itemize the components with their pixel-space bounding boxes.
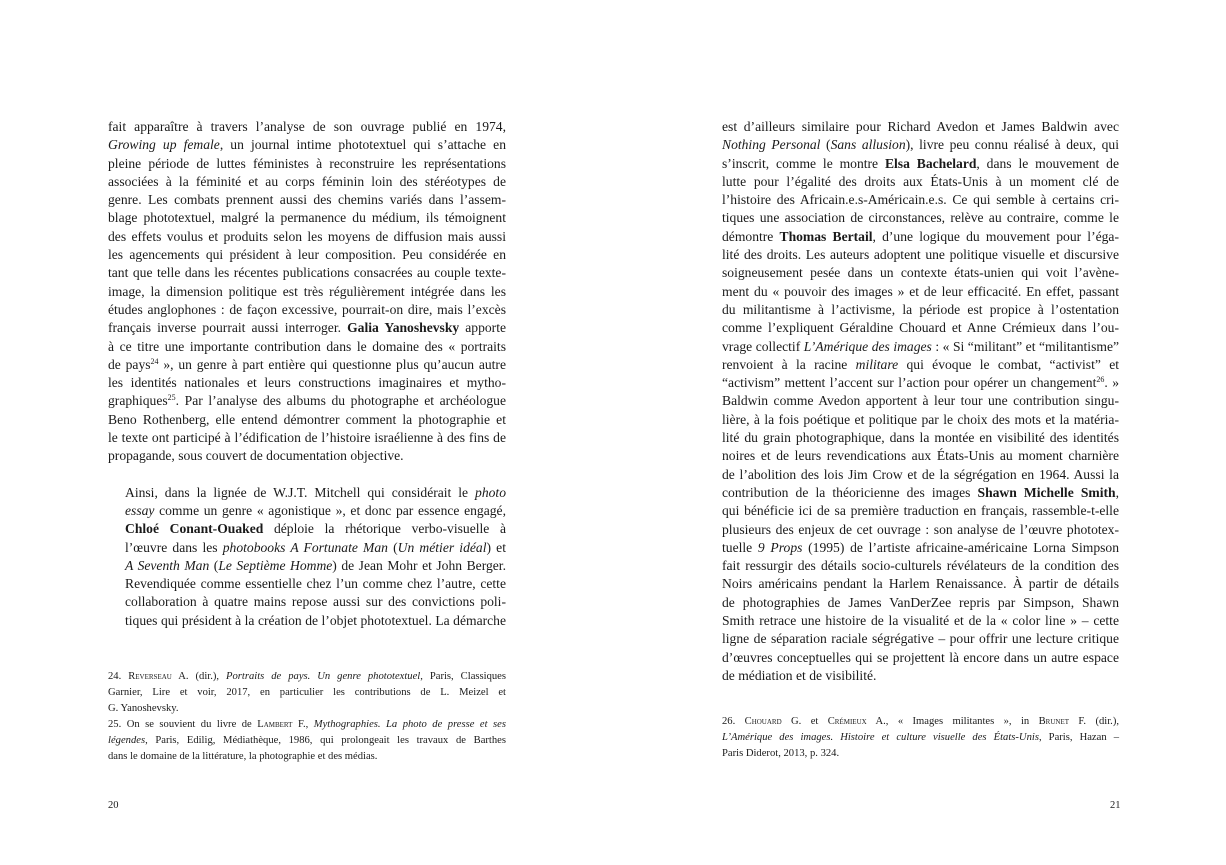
text-line: des effets voulus et produits selon les moyens de diffusion mais aussi [108, 228, 506, 244]
text-line: graphiques$^{25}$. Par l’analyse des albums du photographe et archéologue [108, 393, 506, 409]
contributor-name: Chloé Conant-Ouaked [125, 521, 264, 537]
text-line: propagande, sous couvert de documentation objective. [108, 448, 404, 464]
text-line: lière, à la fois poétique et politique par le choix des mots et la matéria- [722, 411, 1119, 427]
footnote-24 [108, 669, 506, 717]
text-line: qui bénéficie ici de sa première traduction en français, rassemble-t-elle [722, 503, 1119, 519]
book-title: Growing up female [108, 137, 220, 153]
text-line: les agencements qui président à leur composition. Peu considérée en [108, 247, 506, 263]
text-line: Noirs américains pendant la Harlem Renaissance. À partir de détails [722, 576, 1119, 592]
text-line: Revendiquée comme essentielle chez l’un comme chez l’autre, cette [125, 576, 506, 592]
text-line: Nothing Personal (Sans allusion), livre peu connu réalisé à deux, qui [722, 137, 1120, 153]
left-body-text [108, 118, 506, 630]
text-line: comme l’expliquent Géraldine Chouard et Anne Crémieux dans l’ou- [722, 320, 1119, 336]
text-line: fait apparaître à travers l’analyse de son ouvrage publié en 1974, [108, 119, 506, 134]
footnote-line: 26. Chouard G. et Crémieux A., « Images militantes », in Brunet F. (dir.), [722, 716, 1119, 727]
text-line: vrage collectif L’Amérique des images : « Si “militant” et “militantisme” [722, 338, 1120, 354]
footnote-line: 25. On se souvient du livre de Lambert F., Mythographies. La photo de presse et ses [108, 718, 506, 730]
footnote-line: 24. Reverseau A. (dir.), Portraits de pays. Un genre phototextuel, Paris, Classiques [108, 671, 506, 682]
paragraph [108, 484, 506, 630]
footnote-line: Paris Diderot, 2013, p. 324. [722, 747, 840, 759]
footnote-line: L’Amérique des images. Histoire et culture visuelle des États-Unis, Paris, Hazan – [722, 731, 1119, 743]
text-line: Chloé Conant-Ouaked déploie la rhétorique verbo-visuelle à [125, 521, 507, 537]
contributor-name: Shawn Michelle Smith [977, 484, 1116, 500]
text-line: français inverse pourrait aussi interroger. Galia Yanoshevsky apporte [108, 320, 507, 336]
text-line: d’œuvres conceptuelles qui se projettent là encore dans un autre espace [722, 649, 1119, 665]
text-line: Beno Rothenberg, elle entend démontrer comment la photographie et [108, 411, 506, 427]
text-line: le texte ont participé à l’édification de l’histoire israélienne à des fins de [108, 430, 506, 446]
footnote-25 [108, 717, 506, 765]
contributor-name: Elsa Bachelard [884, 155, 977, 171]
text-line: du militantisme à l’activisme, la période est propice à l’ostentation [722, 301, 1119, 317]
footnote-26 [722, 714, 1119, 762]
text-line: tiques qui président à la création de l’objet phototextuel. La démarche [125, 612, 506, 628]
text-line: genre. Les combats prennent aussi des chemins variés dans l’assem- [108, 192, 506, 208]
text-line: études anglophones : de façon excessive, pourrait-on dire, mais l’excès [108, 301, 506, 317]
text-line: blage phototextuel, malgré la permanence du médium, ils témoignent [108, 210, 506, 226]
right-footnotes [722, 714, 1119, 762]
text-line: l’œuvre dans les photobooks A Fortunate Man (Un métier idéal) et [125, 539, 506, 555]
text-line: de pays$^{24}$ », un genre à part entière qui questionne plus qu’aucun autre [108, 356, 506, 372]
footnote-ref[interactable]: 24 [150, 356, 159, 366]
text-line: associées à la féminité et au corps féminin loin des stéréotypes de [108, 173, 506, 189]
text-line: essay comme un genre « agonistique », et donc par essence engagé, [125, 502, 506, 518]
page-number: 20 [108, 800, 119, 811]
right-body-text [722, 118, 1119, 685]
text-line: est d’ailleurs similaire pour Richard Avedon et James Baldwin avec [722, 119, 1119, 134]
paragraph [722, 118, 1119, 685]
contributor-name: Galia Yanoshevsky [347, 320, 460, 336]
text-line: noires et de leurs revendications aux États-Unis au moment charnière [722, 448, 1119, 464]
footnote-line: G. Yanoshevsky. [108, 702, 179, 714]
text-line: “activism” mettent l’accent sur l’action pour opérer un changement$^{26}$. » [722, 375, 1119, 391]
text-line: de l’abolition des lois Jim Crow et de la ségrégation en 1964. Aussi la [722, 466, 1119, 482]
text-line: lité des droits. Les auteurs adoptent une politique visuelle et discursive [722, 247, 1119, 263]
text-line: tuelle 9 Props (1995) de l’artiste africaine-américaine Lorna Simpson [722, 539, 1120, 555]
footnote-ref[interactable]: 25 [167, 393, 176, 403]
text-line: fait ressurgir des détails socio-culturels révélateurs de la condition des [722, 558, 1119, 574]
text-line: de médiation et de visibilité. [722, 667, 877, 683]
text-line: démontre Thomas Bertail, d’une logique du mouvement pour l’éga- [722, 228, 1119, 244]
text-line: l’histoire des Africain.e.s-Américain.e.s. Ce qui semble à certains cri- [722, 192, 1119, 208]
text-line: collaboration à quatre mains repose aussi sur des convictions poli- [125, 594, 506, 610]
text-line: contribution de la théoricienne des images Shawn Michelle Smith, [722, 484, 1119, 500]
text-line: Growing up female, un journal intime phototextuel qui s’attache en [108, 137, 506, 153]
footnote-line: dans le domaine de la littérature, la photographie et des médias. [108, 750, 378, 762]
text-line: Ainsi, dans la lignée de W.J.T. Mitchell qui considérait le photo [125, 484, 506, 500]
footnote-line: légendes, Paris, Edilig, Médiathèque, 1986, qui prolongeait les travaux de Barthes [108, 734, 506, 746]
contributor-name: Thomas Bertail [779, 228, 873, 244]
text-line: plusieurs des enjeux de cet ouvrage : son analyse de l’œuvre phototex- [722, 521, 1119, 537]
text-line: pleine période de luttes féministes à reconstruire les représentations [108, 155, 506, 171]
text-line: lutte pour l’égalité des droits aux États-Unis à un moment clé de [722, 173, 1119, 189]
text-line: ment du « pouvoir des images » et de leur efficacité. En effet, passant [722, 283, 1119, 299]
paragraph [108, 118, 506, 466]
text-line: tiques une association de circonstances, relève au contraire, comme le [722, 210, 1119, 226]
text-line: ligne de séparation raciale ségrégative – pour offrir une lecture critique [722, 631, 1119, 647]
footnote-ref[interactable]: 26 [1096, 375, 1105, 385]
text-line: lité du grain photographique, dans la montée en visibilité des identités [722, 430, 1119, 446]
text-line: renvoient à la racine militare qui évoque le combat, “activist” et [722, 356, 1120, 372]
text-line: A Seventh Man (Le Septième Homme) de Jean Mohr et John Berger. [125, 557, 506, 573]
left-footnotes [108, 669, 506, 764]
text-line: image, la dimension politique est très régulièrement intégrée dans les [108, 283, 506, 299]
page-number: 21 [1110, 800, 1121, 811]
text-line: de photographies de James VanDerZee repris par Simpson, Shawn [722, 594, 1119, 610]
text-line: soigneusement pesée dans un contexte états-unien qui voit l’avène- [722, 265, 1119, 281]
text-line: Smith retrace une histoire de la visualité et de la « color line » – cette [722, 613, 1119, 629]
text-line: tant que telle dans les récentes publications consacrées au couple texte- [108, 265, 506, 281]
text-line: à ce titre une importante contribution dans le domaine des « portraits [108, 338, 506, 354]
right-page [613, 0, 1226, 865]
footnote-line: Garnier, Lire et voir, 2017, en particulier les contributions de L. Meizel et [108, 686, 506, 698]
text-line: Baldwin comme Avedon apportent à leur tour une contribution singu- [722, 393, 1119, 409]
text-line: s’inscrit, comme le montre Elsa Bachelard, dans le mouvement de [722, 155, 1119, 171]
text-line: les identités nationales et leurs constructions imaginaires et mytho- [108, 375, 506, 391]
